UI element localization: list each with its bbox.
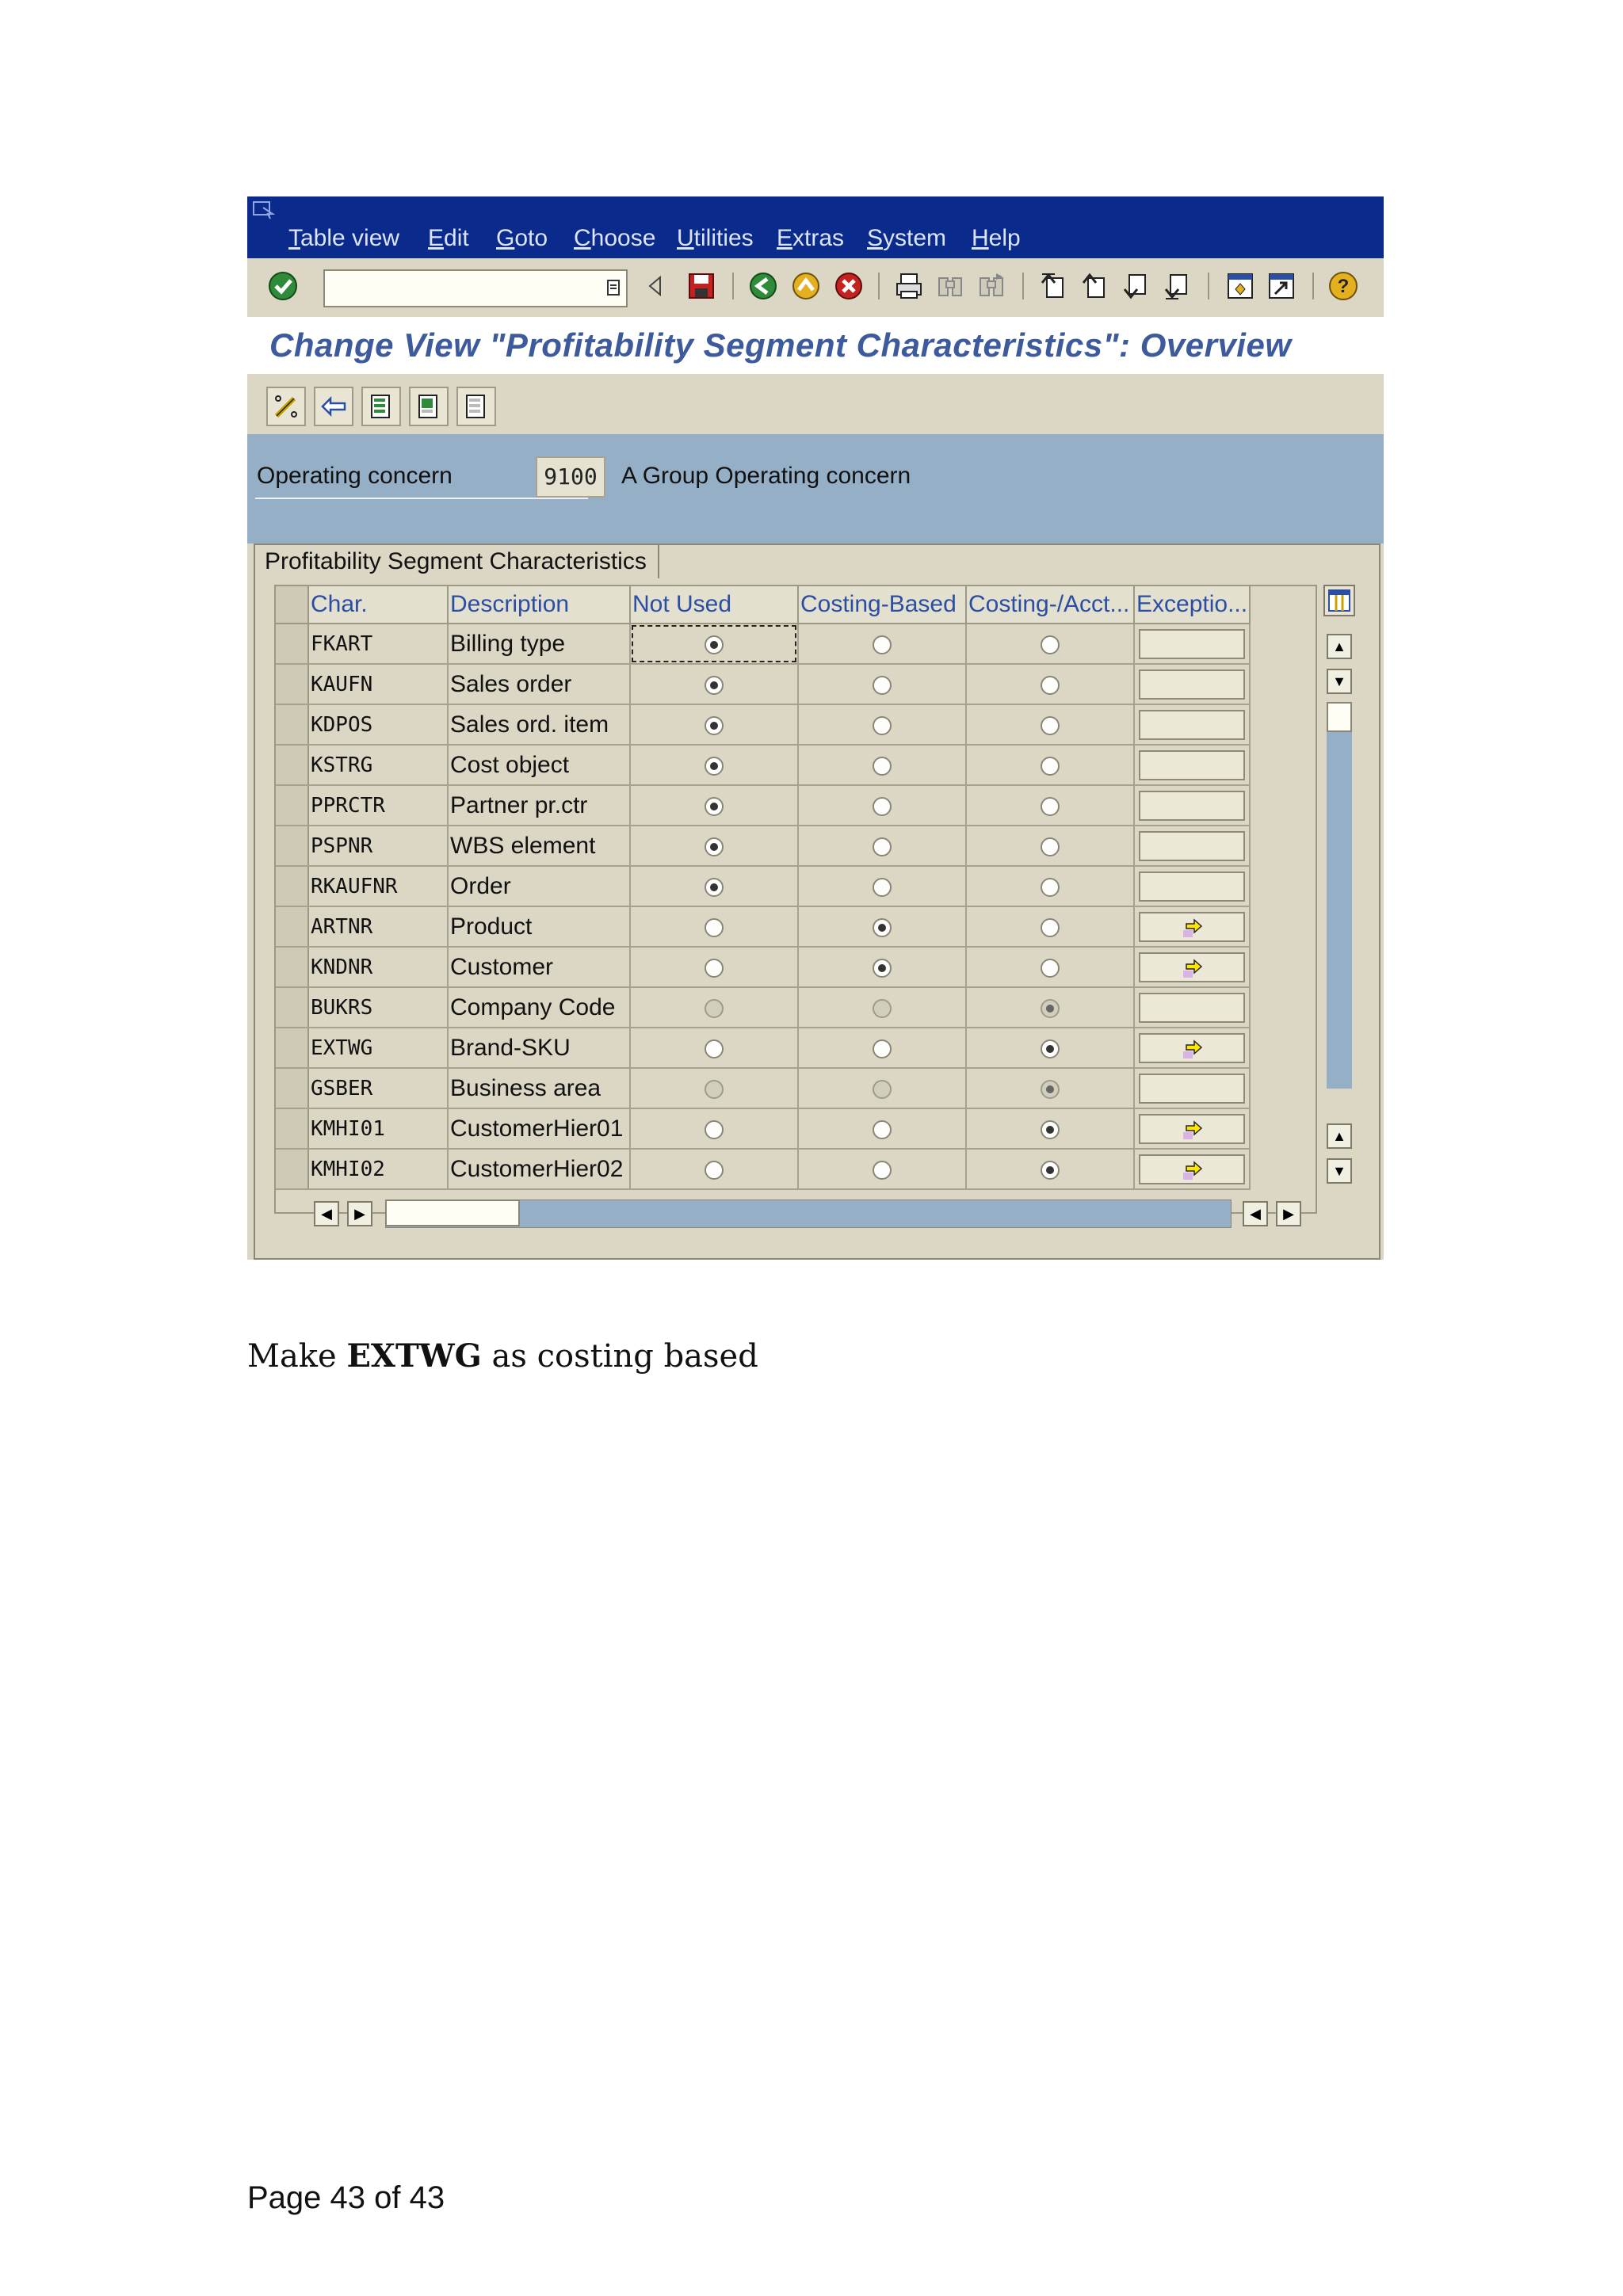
table-row [276, 826, 1250, 866]
costing-acct-radio[interactable] [1041, 1120, 1060, 1139]
instruction-emphasis: EXTWG [346, 1337, 482, 1375]
costing-based-radio-cell [798, 624, 966, 664]
description-cell: Cost object [448, 745, 630, 785]
costing-acct-radio[interactable] [1041, 797, 1060, 816]
exception-cell [1134, 826, 1250, 866]
menu-utilities[interactable]: Utilities [677, 225, 754, 251]
not-used-radio-cell [630, 1149, 798, 1189]
not-used-radio-cell [630, 1028, 798, 1068]
menu-edit[interactable]: Edit [428, 225, 469, 251]
costing-based-radio[interactable] [873, 959, 892, 978]
description-cell: Customer [448, 947, 630, 987]
vertical-scrollbar[interactable] [1322, 585, 1357, 1211]
description-cell: Billing type [448, 624, 630, 664]
application-toolbar [247, 374, 1384, 437]
scroll-left-icon[interactable]: ◀ [314, 1201, 339, 1226]
char-cell: PSPNR [308, 826, 448, 866]
table-row [276, 947, 1250, 987]
not-used-radio-cell [630, 866, 798, 906]
screen-title: Change View "Profitability Segment Characteristics": Overview [269, 326, 1292, 364]
column-header-costing-based[interactable]: Costing-Based [798, 586, 966, 624]
costing-acct-radio-cell [966, 987, 1134, 1028]
costing-acct-radio-cell [966, 1068, 1134, 1108]
char-cell: ARTNR [308, 906, 448, 947]
screen-title-bar [247, 317, 1384, 374]
select-block-icon[interactable] [409, 387, 449, 426]
exception-cell [1134, 906, 1250, 947]
select-all-icon[interactable] [361, 387, 401, 426]
row-selector[interactable] [276, 866, 308, 906]
column-header-not-used[interactable]: Not Used [630, 586, 798, 624]
help-icon[interactable] [1327, 269, 1360, 303]
row-selector[interactable] [276, 826, 308, 866]
scroll-page-down-icon[interactable]: ▼ [1327, 1158, 1352, 1184]
instruction-suffix: as costing based [481, 1338, 758, 1375]
exception-cell [1134, 745, 1250, 785]
costing-acct-radio-cell [966, 664, 1134, 704]
costing-acct-radio[interactable] [1041, 837, 1060, 856]
menu-choose[interactable]: Choose [574, 225, 656, 251]
not-used-radio-cell [630, 664, 798, 704]
costing-based-radio[interactable] [873, 1120, 892, 1139]
costing-acct-radio[interactable] [1041, 635, 1060, 654]
costing-based-radio-cell [798, 987, 966, 1028]
row-selector[interactable] [276, 1108, 308, 1149]
exception-arrow-icon [1180, 1119, 1204, 1142]
costing-acct-radio[interactable] [1041, 1161, 1060, 1180]
find-next-icon[interactable] [975, 269, 1008, 303]
not-used-radio[interactable] [705, 1039, 724, 1058]
instruction-prefix: Make [247, 1338, 347, 1375]
char-cell: KAUFN [308, 664, 448, 704]
exception-button[interactable] [1139, 912, 1245, 942]
row-selector[interactable] [276, 704, 308, 745]
not-used-radio[interactable] [705, 837, 724, 856]
not-used-radio[interactable] [705, 676, 724, 695]
menu-goto[interactable]: Goto [496, 225, 548, 251]
costing-based-radio-cell [798, 745, 966, 785]
exception-button[interactable] [1139, 1154, 1245, 1184]
not-used-radio[interactable] [705, 959, 724, 978]
row-selector[interactable] [276, 624, 308, 664]
last-page-icon[interactable] [1160, 269, 1193, 303]
costing-based-radio[interactable] [873, 676, 892, 695]
not-used-radio-cell [630, 624, 798, 664]
scroll-page-up-icon[interactable]: ▲ [1327, 634, 1352, 659]
exception-button[interactable] [1139, 1114, 1245, 1144]
select-all-cell[interactable] [276, 586, 308, 624]
description-cell: WBS element [448, 826, 630, 866]
table-row [276, 1068, 1250, 1108]
costing-acct-radio-cell [966, 1149, 1134, 1189]
cancel-icon[interactable] [832, 269, 865, 303]
new-session-icon[interactable] [1224, 269, 1257, 303]
costing-acct-radio-cell [966, 826, 1134, 866]
costing-acct-radio-cell [966, 745, 1134, 785]
costing-based-radio-cell [798, 947, 966, 987]
exception-cell [1134, 704, 1250, 745]
column-settings-icon[interactable] [1323, 585, 1355, 616]
costing-based-radio [873, 1080, 892, 1099]
exception-cell [1134, 987, 1250, 1028]
exception-cell [1134, 664, 1250, 704]
table-row [276, 745, 1250, 785]
description-cell: Business area [448, 1068, 630, 1108]
costing-based-radio-cell [798, 906, 966, 947]
display-change-icon[interactable] [266, 387, 306, 426]
char-cell: RKAUFNR [308, 866, 448, 906]
not-used-radio-cell [630, 785, 798, 826]
table-row [276, 664, 1250, 704]
costing-acct-radio-cell [966, 906, 1134, 947]
row-selector[interactable] [276, 947, 308, 987]
exception-arrow-icon [1180, 958, 1204, 980]
print-icon[interactable] [892, 269, 926, 303]
operating-concern-description: A Group Operating concern [621, 463, 911, 489]
row-selector[interactable] [276, 906, 308, 947]
not-used-radio [705, 1080, 724, 1099]
not-used-radio[interactable] [705, 918, 724, 937]
description-cell: Partner pr.ctr [448, 785, 630, 826]
costing-acct-radio-cell [966, 1028, 1134, 1068]
char-cell: GSBER [308, 1068, 448, 1108]
scroll-right-icon[interactable]: ▶ [347, 1201, 372, 1226]
row-selector[interactable] [276, 785, 308, 826]
row-selector[interactable] [276, 745, 308, 785]
char-cell: FKART [308, 624, 448, 664]
exception-button[interactable] [1139, 750, 1245, 780]
char-cell: KSTRG [308, 745, 448, 785]
exception-cell [1134, 1028, 1250, 1068]
page-footer: Page 43 of 43 [247, 2180, 445, 2215]
description-cell: Order [448, 866, 630, 906]
group-title: Profitability Segment Characteristics [254, 543, 659, 578]
costing-based-radio-cell [798, 1028, 966, 1068]
scroll-col-right-icon[interactable]: ▶ [1276, 1201, 1301, 1226]
vertical-scroll-track[interactable] [1327, 702, 1352, 1089]
menu-bar [247, 196, 1384, 258]
table-row [276, 624, 1250, 664]
row-selector[interactable] [276, 1068, 308, 1108]
system-menu-icon[interactable] [252, 200, 276, 220]
description-cell: Sales order [448, 664, 630, 704]
exception-arrow-icon [1180, 917, 1204, 940]
costing-based-radio[interactable] [873, 716, 892, 735]
not-used-radio-cell [630, 987, 798, 1028]
costing-based-radio-cell [798, 866, 966, 906]
costing-acct-radio-cell [966, 624, 1134, 664]
costing-acct-radio-cell [966, 947, 1134, 987]
table-row [276, 906, 1250, 947]
table-row [276, 1108, 1250, 1149]
exception-button[interactable] [1139, 871, 1245, 902]
menu-extras[interactable]: Extras [777, 225, 845, 251]
row-selector[interactable] [276, 1149, 308, 1189]
costing-based-radio[interactable] [873, 918, 892, 937]
first-page-icon[interactable] [1037, 269, 1070, 303]
table-row [276, 1149, 1250, 1189]
table-row [276, 987, 1250, 1028]
costing-acct-radio[interactable] [1041, 1039, 1060, 1058]
column-header-description[interactable]: Description [448, 586, 630, 624]
exception-button[interactable] [1139, 669, 1245, 700]
description-cell: Product [448, 906, 630, 947]
costing-based-radio-cell [798, 1068, 966, 1108]
standard-toolbar [247, 258, 1384, 318]
instruction-text [247, 1337, 758, 1375]
segment-characteristics-group [254, 543, 1381, 1260]
costing-based-radio-cell [798, 1108, 966, 1149]
row-selector[interactable] [276, 1028, 308, 1068]
costing-acct-radio[interactable] [1041, 757, 1060, 776]
costing-acct-radio-cell [966, 1108, 1134, 1149]
costing-acct-radio[interactable] [1041, 676, 1060, 695]
back-icon[interactable] [747, 269, 780, 303]
horizontal-scrollbar[interactable] [314, 1196, 1304, 1228]
costing-based-radio [873, 999, 892, 1018]
costing-acct-radio-cell [966, 866, 1134, 906]
menu-table-view[interactable]: Table view [288, 225, 400, 251]
column-header-char[interactable]: Char. [308, 586, 448, 624]
not-used-radio-cell [630, 745, 798, 785]
not-used-radio[interactable] [705, 1120, 724, 1139]
scroll-down-icon[interactable]: ▲ [1327, 1123, 1352, 1149]
costing-acct-radio-cell [966, 785, 1134, 826]
exception-arrow-icon [1180, 1160, 1204, 1182]
sap-window [247, 196, 1384, 1260]
description-cell: Brand-SKU [448, 1028, 630, 1068]
costing-based-radio-cell [798, 664, 966, 704]
costing-based-radio-cell [798, 826, 966, 866]
operating-concern-value: 9100 [536, 456, 605, 498]
char-cell: PPRCTR [308, 785, 448, 826]
table-row [276, 785, 1250, 826]
costing-acct-radio [1041, 999, 1060, 1018]
char-cell: KNDNR [308, 947, 448, 987]
table-row [276, 1028, 1250, 1068]
row-selector[interactable] [276, 664, 308, 704]
deselect-all-icon[interactable] [456, 387, 496, 426]
description-cell: Sales ord. item [448, 704, 630, 745]
not-used-radio[interactable] [705, 797, 724, 816]
exception-cell [1134, 1068, 1250, 1108]
row-selector[interactable] [276, 987, 308, 1028]
previous-page-icon[interactable] [1078, 269, 1111, 303]
costing-acct-radio[interactable] [1041, 878, 1060, 897]
exception-button[interactable] [1139, 831, 1245, 861]
menu-system[interactable]: System [867, 225, 947, 251]
enter-icon[interactable] [266, 269, 300, 303]
costing-based-radio-cell [798, 1149, 966, 1189]
not-used-radio[interactable] [705, 635, 724, 654]
other-view-icon[interactable] [314, 387, 353, 426]
exception-button[interactable] [1139, 1033, 1245, 1063]
exception-cell [1134, 1108, 1250, 1149]
not-used-radio[interactable] [705, 1161, 724, 1180]
costing-based-radio[interactable] [873, 757, 892, 776]
svg-text:?: ? [1337, 276, 1350, 297]
not-used-radio[interactable] [705, 716, 724, 735]
not-used-radio-cell [630, 1108, 798, 1149]
scroll-up-icon[interactable]: ▼ [1327, 669, 1352, 694]
not-used-radio-cell [630, 704, 798, 745]
table-row [276, 704, 1250, 745]
exception-cell [1134, 866, 1250, 906]
exception-button[interactable] [1139, 993, 1245, 1023]
characteristics-table [274, 585, 1317, 1222]
costing-acct-radio [1041, 1080, 1060, 1099]
horizontal-scroll-thumb[interactable] [385, 1199, 520, 1226]
exit-icon[interactable] [789, 269, 823, 303]
not-used-radio-cell [630, 906, 798, 947]
not-used-radio[interactable] [705, 757, 724, 776]
char-cell: KMHI02 [308, 1149, 448, 1189]
shortcut-icon[interactable] [1265, 269, 1298, 303]
header-area [247, 434, 1384, 543]
costing-acct-radio[interactable] [1041, 918, 1060, 937]
char-cell: KDPOS [308, 704, 448, 745]
costing-acct-radio[interactable] [1041, 716, 1060, 735]
not-used-radio-cell [630, 1068, 798, 1108]
description-cell: CustomerHier02 [448, 1149, 630, 1189]
char-cell: EXTWG [308, 1028, 448, 1068]
costing-based-radio[interactable] [873, 797, 892, 816]
save-icon[interactable] [685, 269, 718, 303]
next-page-icon[interactable] [1119, 269, 1152, 303]
find-icon[interactable] [934, 269, 967, 303]
exception-button[interactable] [1139, 710, 1245, 740]
operating-concern-label: Operating concern [257, 463, 453, 489]
exception-button[interactable] [1139, 1074, 1245, 1104]
not-used-radio[interactable] [705, 878, 724, 897]
exception-button[interactable] [1139, 629, 1245, 659]
history-icon[interactable] [605, 279, 621, 296]
exception-arrow-icon [1180, 1039, 1204, 1061]
menu-help[interactable]: Help [972, 225, 1021, 251]
costing-based-radio[interactable] [873, 635, 892, 654]
exception-button[interactable] [1139, 952, 1245, 982]
column-header-exception[interactable]: Exceptio... [1134, 586, 1250, 624]
description-cell: Company Code [448, 987, 630, 1028]
costing-based-radio-cell [798, 785, 966, 826]
costing-acct-radio-cell [966, 704, 1134, 745]
exception-cell [1134, 1149, 1250, 1189]
exception-button[interactable] [1139, 791, 1245, 821]
command-field[interactable] [323, 269, 628, 307]
costing-based-radio[interactable] [873, 1039, 892, 1058]
table-row [276, 866, 1250, 906]
not-used-radio [705, 999, 724, 1018]
costing-acct-radio[interactable] [1041, 959, 1060, 978]
exception-cell [1134, 785, 1250, 826]
vertical-scroll-thumb[interactable] [1327, 702, 1352, 732]
costing-based-radio[interactable] [873, 1161, 892, 1180]
not-used-radio-cell [630, 947, 798, 987]
scroll-col-left-icon[interactable]: ◀ [1243, 1201, 1268, 1226]
costing-based-radio-cell [798, 704, 966, 745]
char-cell: BUKRS [308, 987, 448, 1028]
exception-cell [1134, 624, 1250, 664]
char-cell: KMHI01 [308, 1108, 448, 1149]
exception-cell [1134, 947, 1250, 987]
back-arrow-icon[interactable] [639, 269, 672, 303]
not-used-radio-cell [630, 826, 798, 866]
table-header-row [276, 586, 1250, 624]
costing-based-radio[interactable] [873, 837, 892, 856]
column-header-costing-acct[interactable]: Costing-/Acct... [966, 586, 1134, 624]
description-cell: CustomerHier01 [448, 1108, 630, 1149]
costing-based-radio[interactable] [873, 878, 892, 897]
